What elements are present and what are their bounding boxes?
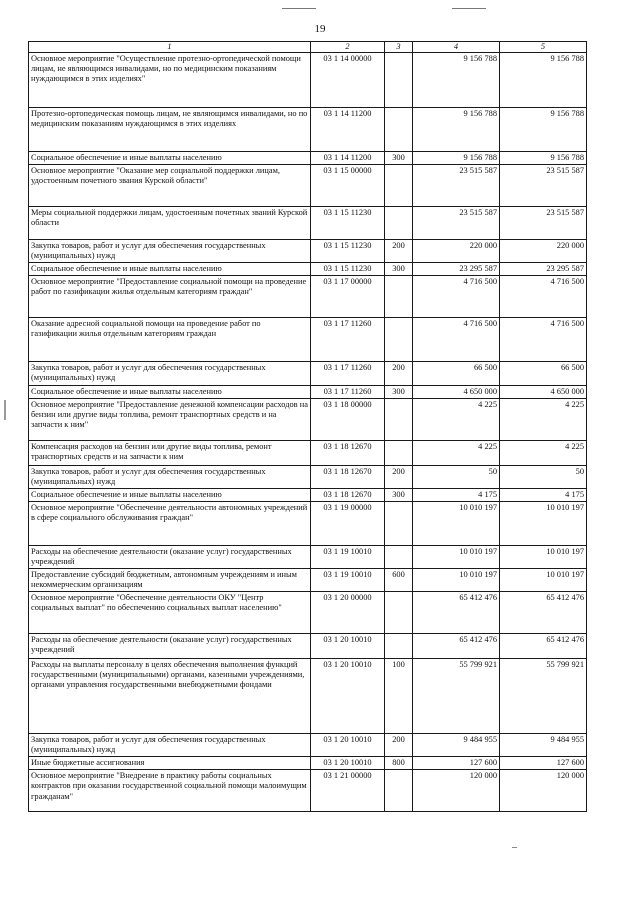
amount-column-4: 55 799 921 <box>413 659 500 734</box>
amount-column-5: 23 515 587 <box>500 165 587 207</box>
item-name: Социальное обеспечение и иные выплаты населению <box>29 263 311 276</box>
amount-column-5: 10 010 197 <box>500 569 587 592</box>
expense-type-code <box>385 207 413 240</box>
expense-type-code <box>385 318 413 362</box>
amount-column-4: 10 010 197 <box>413 545 500 568</box>
column-header: 1 <box>29 42 311 53</box>
item-name: Закупка товаров, работ и услуг для обеспечения государственных (муниципальных) нужд <box>29 465 311 488</box>
target-article-code: 03 1 14 11200 <box>311 108 385 152</box>
expense-type-code: 200 <box>385 465 413 488</box>
expense-type-code <box>385 440 413 465</box>
item-name: Основное мероприятие "Внедрение в практику работы социальных контрактов при оказании государственной социальной помощи малоимущим гражданам" <box>29 770 311 812</box>
expense-type-code <box>385 276 413 318</box>
amount-column-5: 9 156 788 <box>500 108 587 152</box>
amount-column-4: 66 500 <box>413 362 500 385</box>
target-article-code: 03 1 14 00000 <box>311 53 385 108</box>
amount-column-5: 9 156 788 <box>500 53 587 108</box>
amount-column-5: 4 650 000 <box>500 385 587 398</box>
expense-type-code <box>385 165 413 207</box>
item-name: Основное мероприятие "Предоставление социальной помощи на проведение работ по газификации жилья отдельным категориям граждан" <box>29 276 311 318</box>
expense-type-code <box>385 770 413 812</box>
target-article-code: 03 1 19 10010 <box>311 569 385 592</box>
expense-type-code <box>385 398 413 440</box>
expense-type-code: 800 <box>385 757 413 770</box>
amount-column-5: 220 000 <box>500 240 587 263</box>
target-article-code: 03 1 15 00000 <box>311 165 385 207</box>
amount-column-5: 4 716 500 <box>500 276 587 318</box>
table-row <box>29 440 587 465</box>
amount-column-4: 120 000 <box>413 770 500 812</box>
table-row <box>29 757 587 770</box>
table-row <box>29 398 587 440</box>
scan-mark <box>452 8 486 9</box>
table-row <box>29 770 587 812</box>
target-article-code: 03 1 18 12670 <box>311 488 385 501</box>
item-name: Основное мероприятие "Осуществление протезно-ортопедической помощи лицам, не являющимся инвалидами, но по медицинским показаниям нуждающимся в этих изделиях" <box>29 53 311 108</box>
amount-column-5: 10 010 197 <box>500 545 587 568</box>
amount-column-5: 23 515 587 <box>500 207 587 240</box>
target-article-code: 03 1 20 10010 <box>311 659 385 734</box>
table-row <box>29 240 587 263</box>
amount-column-4: 65 412 476 <box>413 592 500 634</box>
amount-column-4: 65 412 476 <box>413 634 500 659</box>
expense-type-code <box>385 634 413 659</box>
target-article-code: 03 1 17 11260 <box>311 362 385 385</box>
scan-mark <box>4 400 6 420</box>
table-row <box>29 569 587 592</box>
table-row <box>29 385 587 398</box>
expense-type-code: 300 <box>385 263 413 276</box>
expense-type-code: 200 <box>385 734 413 757</box>
item-name: Расходы на обеспечение деятельности (оказание услуг) государственных учреждений <box>29 545 311 568</box>
table-header-row <box>29 42 587 53</box>
target-article-code: 03 1 15 11230 <box>311 263 385 276</box>
expense-type-code <box>385 108 413 152</box>
table-row <box>29 362 587 385</box>
table-row <box>29 263 587 276</box>
item-name: Расходы на обеспечение деятельности (оказание услуг) государственных учреждений <box>29 634 311 659</box>
expense-type-code: 200 <box>385 240 413 263</box>
amount-column-4: 9 156 788 <box>413 152 500 165</box>
expense-type-code <box>385 592 413 634</box>
amount-column-5: 4 225 <box>500 398 587 440</box>
item-name: Основное мероприятие "Обеспечение деятельности автономных учреждений в сфере социального обслуживания граждан" <box>29 501 311 545</box>
table-row <box>29 545 587 568</box>
expense-type-code: 300 <box>385 385 413 398</box>
expense-type-code: 300 <box>385 488 413 501</box>
item-name: Основное мероприятие "Предоставление денежной компенсации расходов на бензин или другие виды топлива, ремонт транспортных средств и на запчасти к ним" <box>29 398 311 440</box>
table-row <box>29 734 587 757</box>
item-name: Основное мероприятие "Обеспечение деятельности ОКУ "Центр социальных выплат" по обеспечению социальных выплат населению" <box>29 592 311 634</box>
expense-type-code: 200 <box>385 362 413 385</box>
amount-column-5: 50 <box>500 465 587 488</box>
column-header: 3 <box>385 42 413 53</box>
item-name: Протезно-ортопедическая помощь лицам, не являющимся инвалидами, но по медицинским показаниям нуждающимся в этих изделиях <box>29 108 311 152</box>
item-name: Социальное обеспечение и иные выплаты населению <box>29 152 311 165</box>
target-article-code: 03 1 20 10010 <box>311 757 385 770</box>
table-row <box>29 165 587 207</box>
amount-column-4: 9 156 788 <box>413 53 500 108</box>
amount-column-5: 120 000 <box>500 770 587 812</box>
item-name: Иные бюджетные ассигнования <box>29 757 311 770</box>
item-name: Закупка товаров, работ и услуг для обеспечения государственных (муниципальных) нужд <box>29 240 311 263</box>
item-name: Закупка товаров, работ и услуг для обеспечения государственных (муниципальных) нужд <box>29 362 311 385</box>
target-article-code: 03 1 20 00000 <box>311 592 385 634</box>
column-header: 2 <box>311 42 385 53</box>
table-row <box>29 276 587 318</box>
amount-column-4: 220 000 <box>413 240 500 263</box>
target-article-code: 03 1 17 11260 <box>311 385 385 398</box>
amount-column-4: 4 716 500 <box>413 276 500 318</box>
table-row <box>29 634 587 659</box>
expense-type-code <box>385 53 413 108</box>
amount-column-4: 23 515 587 <box>413 165 500 207</box>
table-row <box>29 465 587 488</box>
table-row <box>29 53 587 108</box>
item-name: Расходы на выплаты персоналу в целях обеспечения выполнения функций государственными (муниципальными) органами, казенными учреждениями, органами управления государственными внебюджетными фондами <box>29 659 311 734</box>
item-name: Основное мероприятие "Оказание мер социальной поддержки лицам, удостоенным почетного звания Курской области" <box>29 165 311 207</box>
amount-column-5: 127 600 <box>500 757 587 770</box>
amount-column-4: 9 484 955 <box>413 734 500 757</box>
column-header: 5 <box>500 42 587 53</box>
column-header: 4 <box>413 42 500 53</box>
target-article-code: 03 1 15 11230 <box>311 207 385 240</box>
target-article-code: 03 1 18 12670 <box>311 465 385 488</box>
amount-column-4: 23 295 587 <box>413 263 500 276</box>
target-article-code: 03 1 17 00000 <box>311 276 385 318</box>
expense-type-code: 100 <box>385 659 413 734</box>
target-article-code: 03 1 18 00000 <box>311 398 385 440</box>
item-name: Предоставление субсидий бюджетным, автономным учреждениям и иным некоммерческим организациям <box>29 569 311 592</box>
amount-column-4: 10 010 197 <box>413 501 500 545</box>
amount-column-4: 9 156 788 <box>413 108 500 152</box>
item-name: Компенсация расходов на бензин или другие виды топлива, ремонт транспортных средств и на запчасти к ним <box>29 440 311 465</box>
item-name: Социальное обеспечение и иные выплаты населению <box>29 385 311 398</box>
expense-type-code: 300 <box>385 152 413 165</box>
amount-column-5: 65 412 476 <box>500 592 587 634</box>
table-row <box>29 108 587 152</box>
target-article-code: 03 1 19 10010 <box>311 545 385 568</box>
amount-column-5: 9 484 955 <box>500 734 587 757</box>
amount-column-4: 23 515 587 <box>413 207 500 240</box>
target-article-code: 03 1 18 12670 <box>311 440 385 465</box>
amount-column-5: 9 156 788 <box>500 152 587 165</box>
target-article-code: 03 1 15 11230 <box>311 240 385 263</box>
scan-mark <box>512 847 517 848</box>
target-article-code: 03 1 20 10010 <box>311 734 385 757</box>
table-row <box>29 318 587 362</box>
expense-type-code: 600 <box>385 569 413 592</box>
amount-column-5: 66 500 <box>500 362 587 385</box>
amount-column-4: 4 175 <box>413 488 500 501</box>
item-name: Закупка товаров, работ и услуг для обеспечения государственных (муниципальных) нужд <box>29 734 311 757</box>
expense-type-code <box>385 501 413 545</box>
table-row <box>29 488 587 501</box>
amount-column-5: 65 412 476 <box>500 634 587 659</box>
amount-column-5: 4 716 500 <box>500 318 587 362</box>
scan-mark <box>282 8 316 9</box>
item-name: Социальное обеспечение и иные выплаты населению <box>29 488 311 501</box>
item-name: Оказание адресной социальной помощи на проведение работ по газификации жилья отдельным категориям граждан <box>29 318 311 362</box>
amount-column-4: 127 600 <box>413 757 500 770</box>
table-row <box>29 152 587 165</box>
amount-column-5: 55 799 921 <box>500 659 587 734</box>
target-article-code: 03 1 17 11260 <box>311 318 385 362</box>
item-name: Меры социальной поддержки лицам, удостоенным почетных званий Курской области <box>29 207 311 240</box>
amount-column-5: 23 295 587 <box>500 263 587 276</box>
table-row <box>29 592 587 634</box>
table-row <box>29 659 587 734</box>
expense-type-code <box>385 545 413 568</box>
amount-column-4: 4 225 <box>413 398 500 440</box>
target-article-code: 03 1 21 00000 <box>311 770 385 812</box>
table-row <box>29 207 587 240</box>
page-number: 19 <box>314 23 326 35</box>
amount-column-5: 4 225 <box>500 440 587 465</box>
amount-column-5: 4 175 <box>500 488 587 501</box>
amount-column-4: 4 225 <box>413 440 500 465</box>
target-article-code: 03 1 19 00000 <box>311 501 385 545</box>
amount-column-4: 4 650 000 <box>413 385 500 398</box>
table-row <box>29 501 587 545</box>
amount-column-4: 4 716 500 <box>413 318 500 362</box>
amount-column-4: 10 010 197 <box>413 569 500 592</box>
amount-column-5: 10 010 197 <box>500 501 587 545</box>
amount-column-4: 50 <box>413 465 500 488</box>
target-article-code: 03 1 14 11200 <box>311 152 385 165</box>
target-article-code: 03 1 20 10010 <box>311 634 385 659</box>
budget-table <box>28 41 587 812</box>
